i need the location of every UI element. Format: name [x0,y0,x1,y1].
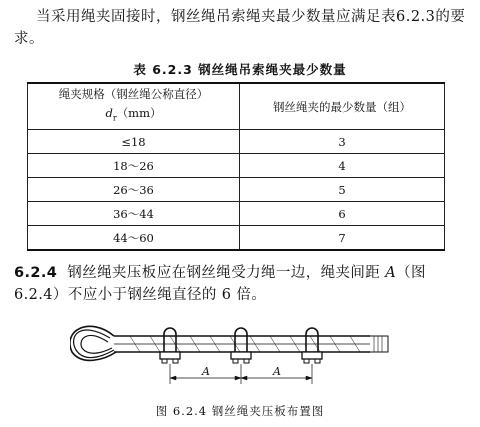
count-cell: 6 [240,202,445,226]
section-text-before: 钢丝绳夹压板应在钢丝绳受力绳一边，绳夹间距 [67,265,381,281]
header-spec-subscript: r [112,113,117,123]
header-count-cell: 钢丝绳夹的最少数量（组） [240,83,445,130]
table-row [28,178,445,202]
spec-cell: 44～60 [28,226,240,251]
header-spec-unit: （mm） [116,106,162,121]
count-cell: 7 [240,226,445,251]
figure-caption: 图 6.2.4 钢丝绳夹压板布置图 [155,404,325,418]
spec-cell: 18～26 [28,154,240,178]
count-cell: 3 [240,130,445,154]
table-row [28,154,445,178]
clip-count-table [27,82,445,251]
header-spec-label: 绳夹规格（钢丝绳公称直径） [58,87,209,102]
clip-1 [160,328,180,363]
clip-layout-diagram [70,316,400,392]
count-cell: 4 [240,154,445,178]
dimension-label-a2: A [273,365,281,378]
table-row [28,202,445,226]
section-number: 6.2.4 [14,265,58,281]
section-text-after: （图6.2.4）不应小于钢丝绳直径的 6 倍。 [14,265,426,303]
table-title: 表 6.2.3 钢丝绳吊索绳夹最少数量 [133,62,347,77]
clip-3 [302,328,322,363]
section-variable: A [385,265,397,281]
dimension-label-a1: A [202,365,210,378]
spec-cell: ≤18 [28,130,240,154]
spec-cell: 36～44 [28,202,240,226]
header-spec-cell [28,83,240,130]
section-6-2-4 [14,262,472,306]
header-spec-symbol: d [105,106,113,121]
table-header-row [28,83,445,130]
table-row [28,226,445,251]
spec-cell: 26～36 [28,178,240,202]
clip-2 [231,328,251,363]
header-spec-symbol-line [28,104,239,127]
intro-paragraph: 当采用绳夹固接时，钢丝绳吊索绳夹最少数量应满足表6.2.3的要求。 [14,9,466,47]
count-cell: 5 [240,178,445,202]
table-row [28,130,445,154]
